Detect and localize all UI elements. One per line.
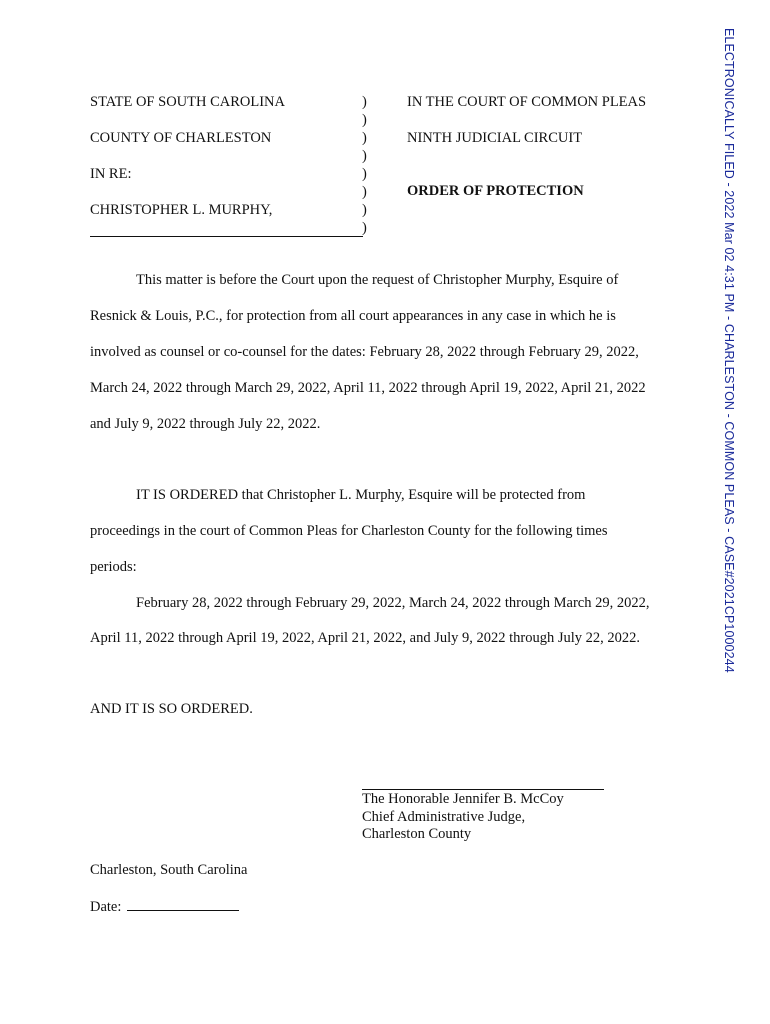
text-line: and July 9, 2022 through July 22, 2022. (90, 416, 321, 432)
text-line: Resnick & Louis, P.C., for protection from all court appearances in any case in which he is (90, 308, 616, 324)
caption-paren: ) (362, 148, 367, 164)
text-line: IT IS ORDERED that Christopher L. Murphy, Esquire will be protected from (136, 487, 586, 503)
text-line: periods: (90, 559, 137, 575)
caption-county: COUNTY OF CHARLESTON (90, 130, 272, 146)
text-line: March 24, 2022 through March 29, 2022, April 11, 2022 through April 19, 2022, April 21, 2022 (90, 380, 646, 396)
date-line (90, 898, 239, 916)
caption-paren: ) (362, 220, 367, 236)
caption-circuit: NINTH JUDICIAL CIRCUIT (407, 130, 583, 146)
electronic-filing-stamp: ELECTRONICALLY FILED - 2022 Mar 02 4:31 PM - CHARLESTON - COMMON PLEAS - CASE#2021CP1000244 (722, 28, 736, 673)
caption-paren: ) (362, 184, 367, 200)
text-line: involved as counsel or co-counsel for the dates: February 28, 2022 through February 29, 2022, (90, 344, 639, 360)
caption-paren: ) (362, 130, 367, 146)
date-label: Date: (90, 899, 122, 915)
order-title: ORDER OF PROTECTION (407, 183, 584, 199)
date-blank (127, 898, 239, 911)
text-line: proceedings in the court of Common Pleas for Charleston County for the following times (90, 523, 608, 539)
judge-county: Charleston County (362, 826, 472, 842)
text-line: April 11, 2022 through April 19, 2022, April 21, 2022, and July 9, 2022 through July 22, 2022. (90, 630, 641, 646)
so-ordered-line: AND IT IS SO ORDERED. (90, 701, 253, 717)
text-line: This matter is before the Court upon the request of Christopher Murphy, Esquire of (136, 272, 619, 288)
judge-title: Chief Administrative Judge, (362, 809, 526, 825)
caption-paren: ) (362, 94, 367, 110)
caption-underline (90, 236, 363, 237)
caption-state: STATE OF SOUTH CAROLINA (90, 94, 285, 110)
text-line: February 28, 2022 through February 29, 2022, March 24, 2022 through March 29, 2022, (136, 595, 650, 611)
caption-in-re: IN RE: (90, 166, 132, 182)
caption-party-name: CHRISTOPHER L. MURPHY, (90, 202, 273, 218)
signing-location: Charleston, South Carolina (90, 862, 248, 878)
caption-paren: ) (362, 166, 367, 182)
caption-paren: ) (362, 112, 367, 128)
signature-line (362, 789, 604, 790)
caption-court: IN THE COURT OF COMMON PLEAS (407, 94, 647, 110)
caption-paren: ) (362, 202, 367, 218)
judge-name: The Honorable Jennifer B. McCoy (362, 791, 564, 807)
